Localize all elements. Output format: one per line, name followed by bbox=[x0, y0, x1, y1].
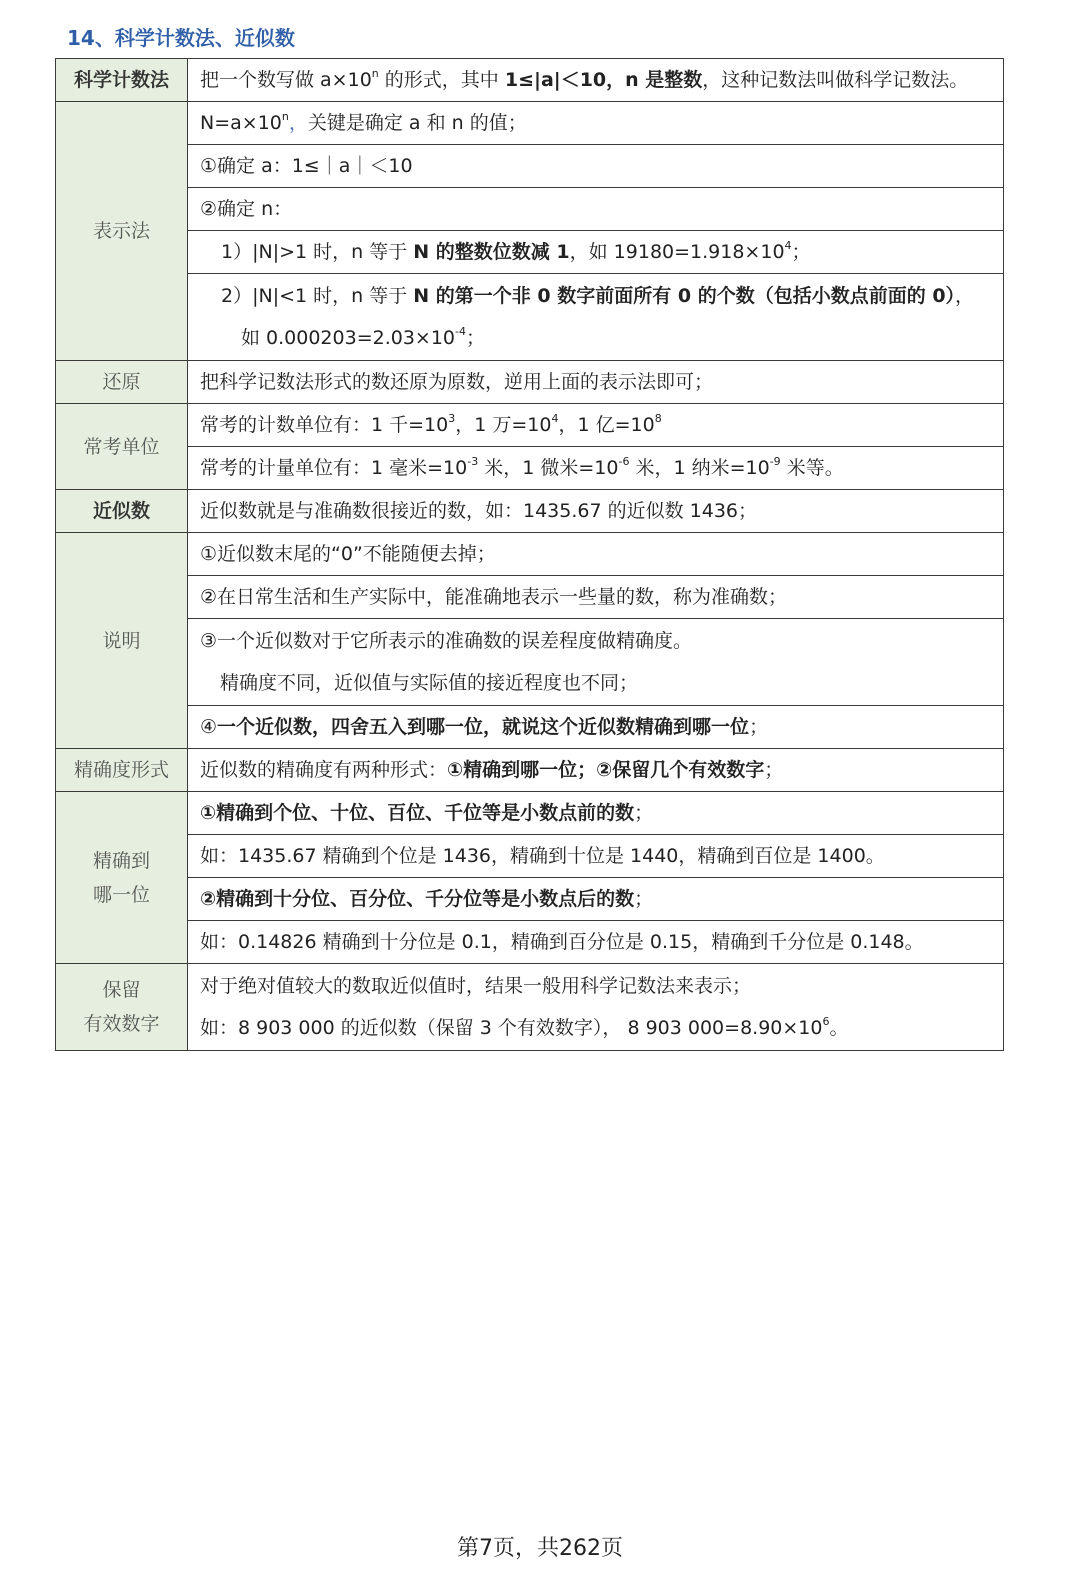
row-label-note: 说明 bbox=[56, 533, 188, 749]
table-row bbox=[56, 878, 1004, 921]
table-row bbox=[56, 274, 1004, 361]
section-title: 14、科学计数法、近似数 bbox=[67, 26, 295, 50]
cell-sci-definition: 把一个数写做 $a\times 10^n$ 的形式，其中 1≤|a|＜10，n 是整数，这种记数法叫做科学记数法。 bbox=[188, 59, 1004, 102]
table-row bbox=[56, 619, 1004, 706]
table-row bbox=[56, 576, 1004, 619]
table-row bbox=[56, 361, 1004, 404]
row-label-restore: 还原 bbox=[56, 361, 188, 404]
row-label-keep-sigfig: 保留 有效数字 bbox=[56, 964, 188, 1051]
cell-precise-4: 如：0.14826 精确到十分位是 0.1，精确到百分位是 0.15，精确到千分位是 0.148。 bbox=[188, 921, 1004, 964]
cell-restore: 把科学记数法形式的数还原为原数，逆用上面的表示法即可； bbox=[188, 361, 1004, 404]
cell-note-2: ②在日常生活和生产实际中，能准确地表示一些量的数，称为准确数； bbox=[188, 576, 1004, 619]
table-row bbox=[56, 835, 1004, 878]
table-row bbox=[56, 533, 1004, 576]
row-label-sci: 科学计数法 bbox=[56, 59, 188, 102]
cell-precise-1: ①精确到个位、十位、百位、千位等是小数点前的数； bbox=[188, 792, 1004, 835]
cell-precise-2: 如：1435.67 精确到个位是 1436，精确到十位是 1440，精确到百位是 1400。 bbox=[188, 835, 1004, 878]
row-label-approx: 近似数 bbox=[56, 490, 188, 533]
cell-precise-3: ②精确到十分位、百分位、千分位等是小数点后的数； bbox=[188, 878, 1004, 921]
summary-table bbox=[55, 58, 1004, 1051]
table-row bbox=[56, 102, 1004, 145]
cell-notation-5: 2）|N|<1 时，n 等于 N 的第一个非 0 数字前面所有 0 的个数（包括小数点前面的 0）， 如 $0.000203=2.03\times 10^{-4}$； bbox=[188, 274, 1004, 361]
cell-notation-4: 1）|N|>1 时，n 等于 N 的整数位数减 1，如 $19180=1.918\times 10^4$； bbox=[188, 231, 1004, 274]
cell-note-4: ④一个近似数，四舍五入到哪一位，就说这个近似数精确到哪一位； bbox=[188, 706, 1004, 749]
cell-keep-sigfig: 对于绝对值较大的数取近似值时，结果一般用科学记数法来表示； 如：8 903 000 的近似数（保留 3 个有效数字）， 8 903 $000=8.90\times 10^6$。 bbox=[188, 964, 1004, 1051]
table-row bbox=[56, 447, 1004, 490]
cell-notation-2: ①确定 a：1≤｜a｜＜10 bbox=[188, 145, 1004, 188]
table-row bbox=[56, 749, 1004, 792]
cell-approx: 近似数就是与准确数很接近的数，如：1435.67 的近似数 1436； bbox=[188, 490, 1004, 533]
row-label-units: 常考单位 bbox=[56, 404, 188, 490]
cell-notation-1: $N=a\times 10^n$，关键是确定 a 和 n 的值； bbox=[188, 102, 1004, 145]
table-row bbox=[56, 231, 1004, 274]
row-label-precise-to: 精确到 哪一位 bbox=[56, 792, 188, 964]
table-row bbox=[56, 188, 1004, 231]
table-row bbox=[56, 490, 1004, 533]
table-row bbox=[56, 964, 1004, 1051]
table-row bbox=[56, 59, 1004, 102]
table-row bbox=[56, 145, 1004, 188]
cell-notation-3: ②确定 n： bbox=[188, 188, 1004, 231]
table-row bbox=[56, 792, 1004, 835]
table-row bbox=[56, 706, 1004, 749]
table-row bbox=[56, 921, 1004, 964]
cell-precision-form: 近似数的精确度有两种形式：①精确到哪一位；②保留几个有效数字； bbox=[188, 749, 1004, 792]
cell-note-1: ①近似数末尾的“0”不能随便去掉； bbox=[188, 533, 1004, 576]
cell-units-measure: 常考的计量单位有：1 毫米$=10^{-3}$ 米，1 微米$=10^{-6}$ 米，1 纳米$=10^{-9}$ 米等。 bbox=[188, 447, 1004, 490]
row-label-notation: 表示法 bbox=[56, 102, 188, 361]
table-row bbox=[56, 404, 1004, 447]
cell-units-count: 常考的计数单位有：1 千$=10^3$，1 万$=10^4$，1 亿$=10^8$ bbox=[188, 404, 1004, 447]
row-label-precision-form: 精确度形式 bbox=[56, 749, 188, 792]
cell-note-3: ③一个近似数对于它所表示的准确数的误差程度做精确度。 精确度不同，近似值与实际值的接近程度也不同； bbox=[188, 619, 1004, 706]
page-footer: 第7页，共262页 bbox=[457, 1536, 623, 1561]
